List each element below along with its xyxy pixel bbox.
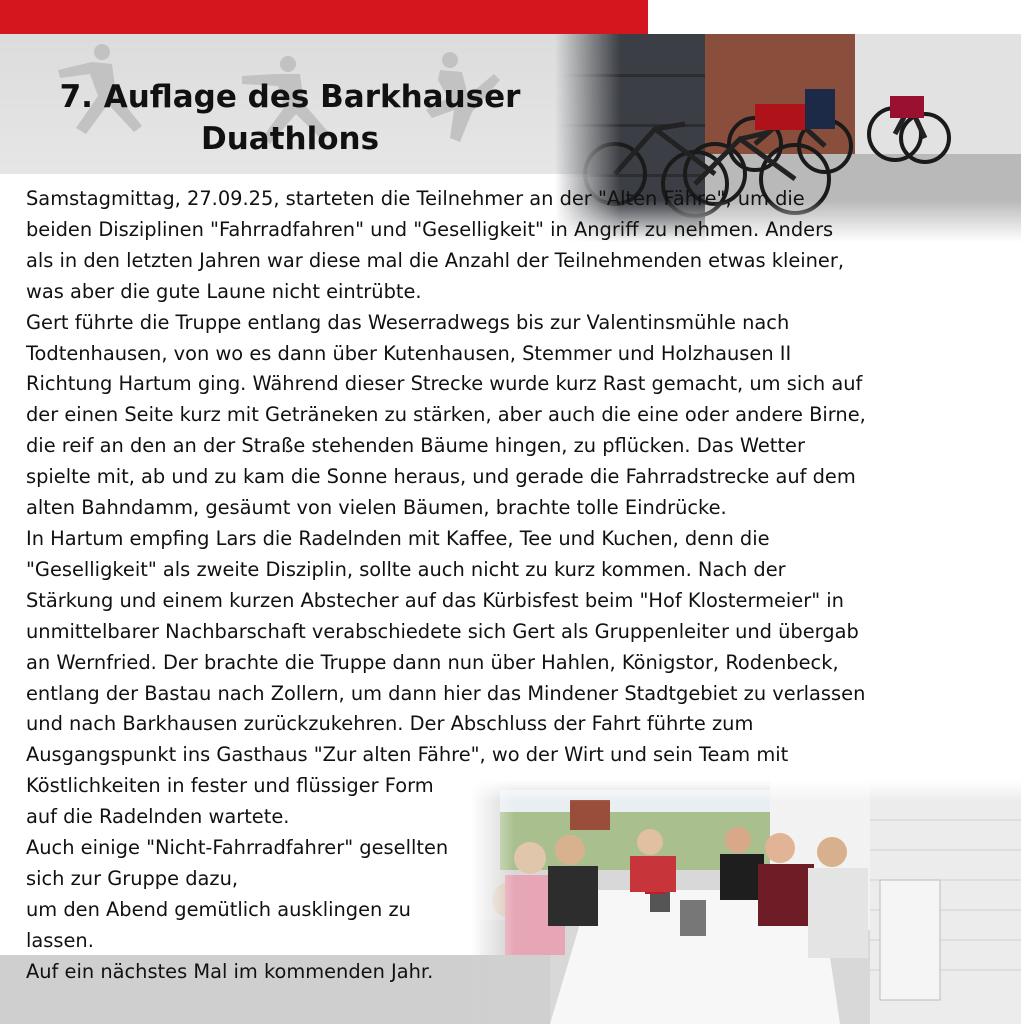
text-line: In Hartum empfing Lars die Radelnden mit Kaffee, Tee und Kuchen, denn die <box>26 526 770 550</box>
text-line: und nach Barkhausen zurückzukehren. Der Abschluss der Fahrt führte zum <box>26 712 754 736</box>
text-line: unmittelbarer Nachbarschaft verabschiedete sich Gert als Gruppenleiter und übergab <box>26 619 859 643</box>
paragraph-start <box>26 184 926 308</box>
text-line: spielte mit, ab und zu kam die Sonne heraus, und gerade die Fahrradstrecke auf dem <box>26 465 856 489</box>
page-title: 7. Auflage des Barkhauser Duathlons <box>59 79 521 157</box>
text-line: was aber die gute Laune nicht eintrübte. <box>26 279 422 303</box>
text-line: an Wernfried. Der brachte die Truppe dann nun über Hahlen, Königstor, Rodenbeck, <box>26 650 839 674</box>
text-line: Samstagmittag, 27.09.25, starteten die Teilnehmer an der "Alten Fähre", um die <box>26 187 805 210</box>
paragraph-route <box>26 308 926 524</box>
text-line: entlang der Bastau nach Zollern, um dann hier das Mindener Stadtgebiet zu verlassen <box>26 681 866 705</box>
text-line: Todtenhausen, von wo es dann über Kutenhausen, Stemmer und Holzhausen II <box>26 341 792 365</box>
text-line: "Geselligkeit" als zweite Disziplin, sollte auch nicht zu kurz kommen. Nach der <box>26 557 786 581</box>
paragraph-closing <box>26 957 926 988</box>
text-line: alten Bahndamm, gesäumt von vielen Bäumen, brachte tolle Eindrücke. <box>26 496 727 520</box>
text-line: um den Abend gemütlich ausklingen zu <box>26 897 411 921</box>
text-line: der einen Seite kurz mit Geträneken zu stärken, aber auch die eine oder andere Birne, <box>26 403 866 427</box>
red-accent-bar <box>0 0 648 34</box>
text-line: Ausgangspunkt ins Gasthaus "Zur alten Fähre", wo der Wirt und sein Team mit <box>26 743 789 767</box>
text-line: Auf ein nächstes Mal im kommenden Jahr. <box>26 959 434 983</box>
text-line: Richtung Hartum ging. Während dieser Strecke wurde kurz Rast gemacht, um sich auf <box>26 372 863 396</box>
text-line: sich zur Gruppe dazu, <box>26 866 239 890</box>
text-line: beiden Disziplinen "Fahrradfahren" und "Geselligkeit" in Angriff zu nehmen. Anders <box>26 217 834 241</box>
text-line: auf die Radelnden wartete. <box>26 805 290 829</box>
text-line: Gert führte die Truppe entlang das Weserradwegs bis zur Valentinsmühle nach <box>26 310 790 334</box>
text-line: lassen. <box>26 928 94 952</box>
text-line: Auch einige "Nicht-Fahrradfahrer" gesellten <box>26 836 449 860</box>
text-line: Stärkung und einem kurzen Abstecher auf das Kürbisfest beim "Hof Klostermeier" in <box>26 588 844 612</box>
text-line: als in den letzten Jahren war diese mal die Anzahl der Teilnehmenden etwas kleiner, <box>26 248 845 272</box>
paragraph-hartum <box>26 524 926 833</box>
paragraph-guests <box>26 833 926 957</box>
article-body <box>26 184 926 988</box>
text-line: die reif an den an der Straße stehenden Bäume hingen, zu pflücken. Das Wetter <box>26 434 805 458</box>
text-line: Köstlichkeiten in fester und flüssiger Form <box>26 774 434 798</box>
